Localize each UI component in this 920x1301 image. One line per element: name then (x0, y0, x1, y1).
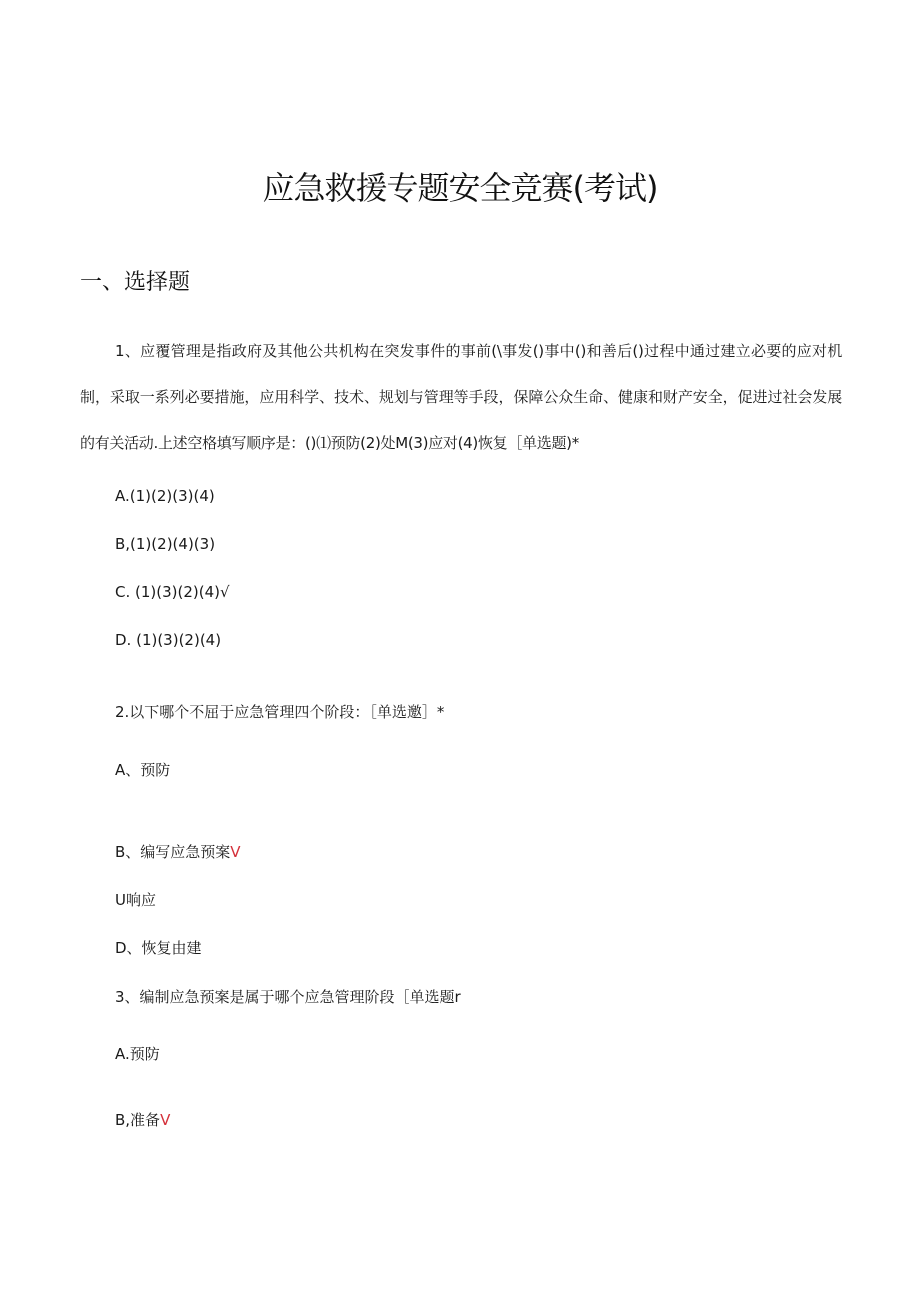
correct-answer-mark: V (230, 843, 241, 861)
option-text: C. (1)(3)(2)(4)√ (115, 583, 230, 601)
question-2-option-a (115, 758, 170, 782)
option-text: B、编写应急预案 (115, 843, 231, 861)
question-3-option-b (115, 1108, 170, 1132)
option-text: A.(1)(2)(3)(4) (115, 487, 215, 505)
option-text: U响应 (115, 891, 156, 909)
question-3-text: 3、编制应急预案是属于哪个应急管理阶段［单选题r (115, 988, 461, 1006)
question-2-option-c (115, 888, 156, 912)
question-2-text: 2.以下哪个不屈于应急管理四个阶段：［单选邀］* (115, 703, 445, 721)
correct-answer-mark: V (160, 1111, 171, 1129)
option-text: B,准备 (115, 1111, 161, 1129)
option-text: A.预防 (115, 1045, 160, 1063)
option-text: D、恢复由建 (115, 939, 202, 957)
question-1-option-c (115, 580, 230, 604)
question-1-text: 1、应覆管理是指政府及其他公共机构在突发事件的事前(\事发()事中()和善后()过程中通过建立必要的应对机制，采取一系列必要措施，应用科学、技术、规划与管理等手段，保障公众生命、健康和财产安全，促进过社会发展的有关活动.上述空格填写顺序是：()⑴预防(2)处M(3)应对(4)恢复［单选题)* (80, 342, 842, 452)
question-1-option-a (115, 484, 215, 508)
question-1-option-d (115, 628, 221, 652)
question-2-option-d (115, 936, 202, 960)
document-title: 应急救援专题安全竞赛(考试) (262, 169, 658, 207)
option-text: B,(1)(2)(4)(3) (115, 535, 216, 553)
section-heading: 一、选择题 (80, 270, 191, 295)
question-3-option-a (115, 1042, 160, 1066)
question-2-option-b (115, 840, 241, 864)
question-1-option-b (115, 532, 215, 556)
option-text: A、预防 (115, 761, 171, 779)
option-text: D. (1)(3)(2)(4) (115, 631, 222, 649)
